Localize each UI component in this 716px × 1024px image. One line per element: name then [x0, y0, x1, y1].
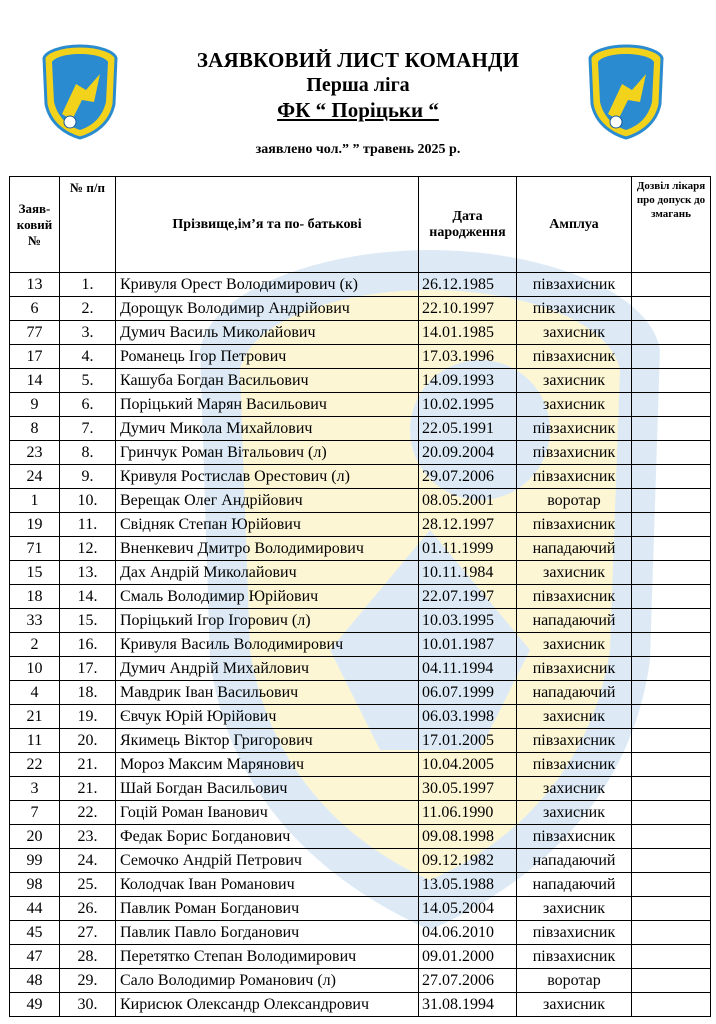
table-row — [10, 321, 711, 345]
table-row — [10, 825, 711, 849]
table-row — [10, 441, 711, 465]
cell-seq: 22. — [60, 801, 116, 825]
cell-name: Романець Ігор Петрович — [116, 345, 419, 369]
cell-role: нападаючий — [517, 873, 632, 897]
cell-name: Кашуба Богдан Васильович — [116, 369, 419, 393]
cell-doctor — [632, 321, 711, 345]
cell-name: Семочко Андрій Петрович — [116, 849, 419, 873]
cell-doctor — [632, 633, 711, 657]
cell-role: воротар — [517, 969, 632, 993]
cell-name: Свідняк Степан Юрійович — [116, 513, 419, 537]
cell-doctor — [632, 825, 711, 849]
cell-app-no: 22 — [10, 753, 60, 777]
cell-doctor — [632, 729, 711, 753]
cell-name: Мороз Максим Марянович — [116, 753, 419, 777]
cell-app-no: 15 — [10, 561, 60, 585]
cell-seq: 21. — [60, 753, 116, 777]
cell-app-no: 9 — [10, 393, 60, 417]
cell-app-no: 24 — [10, 465, 60, 489]
cell-doctor — [632, 345, 711, 369]
cell-name: Павлик Роман Богданович — [116, 897, 419, 921]
table-row — [10, 849, 711, 873]
cell-role: півзахисник — [517, 753, 632, 777]
cell-role: нападаючий — [517, 537, 632, 561]
cell-dob: 01.11.1999 — [419, 537, 517, 561]
cell-role: захисник — [517, 369, 632, 393]
table-row — [10, 777, 711, 801]
table-row — [10, 585, 711, 609]
cell-dob: 08.05.2001 — [419, 489, 517, 513]
cell-seq: 2. — [60, 297, 116, 321]
cell-app-no: 49 — [10, 993, 60, 1017]
cell-doctor — [632, 849, 711, 873]
cell-role: захисник — [517, 561, 632, 585]
cell-dob: 06.07.1999 — [419, 681, 517, 705]
cell-dob: 17.01.2005 — [419, 729, 517, 753]
cell-dob: 30.05.1997 — [419, 777, 517, 801]
cell-dob: 09.01.2000 — [419, 945, 517, 969]
cell-doctor — [632, 969, 711, 993]
cell-dob: 14.05.2004 — [419, 897, 517, 921]
cell-name: Смаль Володимир Юрійович — [116, 585, 419, 609]
cell-doctor — [632, 873, 711, 897]
cell-dob: 10.11.1984 — [419, 561, 517, 585]
cell-doctor — [632, 393, 711, 417]
cell-app-no: 77 — [10, 321, 60, 345]
cell-doctor — [632, 777, 711, 801]
declared-line: заявлено чол.” ” травень 2025 р. — [255, 142, 461, 157]
cell-name: Колодчак Іван Романович — [116, 873, 419, 897]
table-row — [10, 297, 711, 321]
cell-doctor — [632, 753, 711, 777]
cell-name: Якимець Віктор Григорович — [116, 729, 419, 753]
table-row — [10, 537, 711, 561]
table-header-row — [10, 177, 711, 273]
cell-app-no: 11 — [10, 729, 60, 753]
cell-doctor — [632, 993, 711, 1017]
cell-dob: 14.09.1993 — [419, 369, 517, 393]
header-name: Прізвище,ім’я та по- батькові — [116, 177, 419, 273]
cell-role: півзахисник — [517, 825, 632, 849]
cell-name: Дах Андрій Миколайович — [116, 561, 419, 585]
cell-name: Гоцій Роман Іванович — [116, 801, 419, 825]
cell-seq: 12. — [60, 537, 116, 561]
cell-role: півзахисник — [517, 513, 632, 537]
cell-seq: 14. — [60, 585, 116, 609]
table-row — [10, 753, 711, 777]
cell-name: Мавдрик Іван Васильович — [116, 681, 419, 705]
cell-doctor — [632, 489, 711, 513]
cell-seq: 18. — [60, 681, 116, 705]
cell-name: Гринчук Роман Вітальович (л) — [116, 441, 419, 465]
table-row — [10, 801, 711, 825]
cell-dob: 31.08.1994 — [419, 993, 517, 1017]
cell-doctor — [632, 921, 711, 945]
cell-app-no: 3 — [10, 777, 60, 801]
table-row — [10, 561, 711, 585]
cell-name: Кривуля Василь Володимирович — [116, 633, 419, 657]
cell-role: півзахисник — [517, 441, 632, 465]
cell-dob: 10.03.1995 — [419, 609, 517, 633]
document-title: ЗАЯВКОВИЙ ЛИСТ КОМАНДИ — [196, 48, 520, 72]
cell-name: Павлик Павло Богданович — [116, 921, 419, 945]
cell-role: півзахисник — [517, 921, 632, 945]
cell-app-no: 71 — [10, 537, 60, 561]
cell-name: Дорощук Володимир Андрійович — [116, 297, 419, 321]
cell-app-no: 7 — [10, 801, 60, 825]
cell-app-no: 44 — [10, 897, 60, 921]
league-name: Перша ліга — [306, 74, 410, 96]
cell-seq: 16. — [60, 633, 116, 657]
cell-role: півзахисник — [517, 297, 632, 321]
cell-seq: 19. — [60, 705, 116, 729]
cell-role: захисник — [517, 633, 632, 657]
cell-app-no: 14 — [10, 369, 60, 393]
cell-dob: 26.12.1985 — [419, 273, 517, 297]
cell-role: півзахисник — [517, 585, 632, 609]
cell-role: захисник — [517, 777, 632, 801]
cell-seq: 27. — [60, 921, 116, 945]
table-row — [10, 993, 711, 1017]
cell-app-no: 2 — [10, 633, 60, 657]
cell-app-no: 4 — [10, 681, 60, 705]
cell-doctor — [632, 369, 711, 393]
cell-dob: 09.12.1982 — [419, 849, 517, 873]
cell-seq: 4. — [60, 345, 116, 369]
cell-role: нападаючий — [517, 609, 632, 633]
cell-doctor — [632, 657, 711, 681]
table-row — [10, 681, 711, 705]
cell-seq: 25. — [60, 873, 116, 897]
cell-doctor — [632, 585, 711, 609]
table-row — [10, 633, 711, 657]
cell-doctor — [632, 537, 711, 561]
cell-seq: 21. — [60, 777, 116, 801]
table-row — [10, 921, 711, 945]
cell-role: захисник — [517, 993, 632, 1017]
table-row — [10, 705, 711, 729]
cell-seq: 7. — [60, 417, 116, 441]
table-row — [10, 729, 711, 753]
cell-dob: 11.06.1990 — [419, 801, 517, 825]
cell-seq: 24. — [60, 849, 116, 873]
table-row — [10, 513, 711, 537]
cell-doctor — [632, 273, 711, 297]
cell-seq: 20. — [60, 729, 116, 753]
cell-dob: 29.07.2006 — [419, 465, 517, 489]
table-row — [10, 609, 711, 633]
cell-dob: 10.04.2005 — [419, 753, 517, 777]
cell-seq: 29. — [60, 969, 116, 993]
cell-role: нападаючий — [517, 849, 632, 873]
cell-app-no: 99 — [10, 849, 60, 873]
table-row — [10, 273, 711, 297]
cell-dob: 13.05.1988 — [419, 873, 517, 897]
cell-doctor — [632, 609, 711, 633]
table-row — [10, 657, 711, 681]
header-seq: № п/п — [60, 177, 116, 273]
cell-dob: 09.08.1998 — [419, 825, 517, 849]
cell-app-no: 1 — [10, 489, 60, 513]
cell-role: нападаючий — [517, 681, 632, 705]
table-row — [10, 465, 711, 489]
cell-app-no: 19 — [10, 513, 60, 537]
table-row — [10, 897, 711, 921]
cell-name: Поріцький Ігор Ігорович (л) — [116, 609, 419, 633]
cell-seq: 6. — [60, 393, 116, 417]
cell-seq: 9. — [60, 465, 116, 489]
cell-app-no: 17 — [10, 345, 60, 369]
table-row — [10, 369, 711, 393]
cell-seq: 15. — [60, 609, 116, 633]
cell-dob: 14.01.1985 — [419, 321, 517, 345]
cell-app-no: 10 — [10, 657, 60, 681]
cell-name: Сало Володимир Романович (л) — [116, 969, 419, 993]
cell-name: Верещак Олег Андрійович — [116, 489, 419, 513]
table-row — [10, 393, 711, 417]
header-dob: Дата народження — [419, 177, 517, 273]
cell-name: Федак Борис Богданович — [116, 825, 419, 849]
cell-dob: 22.10.1997 — [419, 297, 517, 321]
cell-app-no: 6 — [10, 297, 60, 321]
cell-role: півзахисник — [517, 657, 632, 681]
cell-seq: 30. — [60, 993, 116, 1017]
cell-app-no: 47 — [10, 945, 60, 969]
cell-name: Думич Андрій Михайлович — [116, 657, 419, 681]
cell-app-no: 48 — [10, 969, 60, 993]
club-name: ФК “ Поріцьки “ — [277, 98, 439, 122]
cell-app-no: 13 — [10, 273, 60, 297]
cell-seq: 8. — [60, 441, 116, 465]
cell-app-no: 20 — [10, 825, 60, 849]
cell-role: захисник — [517, 321, 632, 345]
cell-seq: 11. — [60, 513, 116, 537]
cell-name: Кривуля Орест Володимирович (к) — [116, 273, 419, 297]
cell-name: Євчук Юрій Юрійович — [116, 705, 419, 729]
cell-app-no: 33 — [10, 609, 60, 633]
cell-role: захисник — [517, 705, 632, 729]
cell-role: півзахисник — [517, 729, 632, 753]
header-app-no: Заяв-ковий № — [10, 177, 60, 273]
cell-seq: 26. — [60, 897, 116, 921]
cell-role: захисник — [517, 897, 632, 921]
cell-seq: 13. — [60, 561, 116, 585]
cell-dob: 10.02.1995 — [419, 393, 517, 417]
cell-doctor — [632, 561, 711, 585]
header-role: Амплуа — [517, 177, 632, 273]
cell-dob: 22.07.1997 — [419, 585, 517, 609]
cell-app-no: 98 — [10, 873, 60, 897]
cell-role: півзахисник — [517, 465, 632, 489]
cell-doctor — [632, 705, 711, 729]
cell-doctor — [632, 681, 711, 705]
table-row — [10, 945, 711, 969]
cell-name: Перетятко Степан Володимирович — [116, 945, 419, 969]
cell-doctor — [632, 297, 711, 321]
cell-role: півзахисник — [517, 945, 632, 969]
cell-app-no: 8 — [10, 417, 60, 441]
cell-doctor — [632, 513, 711, 537]
cell-seq: 23. — [60, 825, 116, 849]
cell-name: Шай Богдан Васильович — [116, 777, 419, 801]
table-row — [10, 417, 711, 441]
cell-dob: 04.06.2010 — [419, 921, 517, 945]
cell-seq: 28. — [60, 945, 116, 969]
cell-app-no: 21 — [10, 705, 60, 729]
cell-doctor — [632, 417, 711, 441]
table-row — [10, 969, 711, 993]
cell-dob: 22.05.1991 — [419, 417, 517, 441]
cell-role: півзахисник — [517, 273, 632, 297]
cell-seq: 17. — [60, 657, 116, 681]
cell-seq: 3. — [60, 321, 116, 345]
cell-name: Думич Василь Миколайович — [116, 321, 419, 345]
cell-app-no: 18 — [10, 585, 60, 609]
cell-seq: 5. — [60, 369, 116, 393]
cell-app-no: 45 — [10, 921, 60, 945]
cell-role: захисник — [517, 801, 632, 825]
cell-dob: 27.07.2006 — [419, 969, 517, 993]
cell-name: Кривуля Ростислав Орестович (л) — [116, 465, 419, 489]
table-row — [10, 873, 711, 897]
cell-dob: 17.03.1996 — [419, 345, 517, 369]
roster-table — [9, 176, 711, 1017]
cell-dob: 10.01.1987 — [419, 633, 517, 657]
cell-dob: 06.03.1998 — [419, 705, 517, 729]
cell-role: півзахисник — [517, 345, 632, 369]
cell-role: захисник — [517, 393, 632, 417]
cell-dob: 04.11.1994 — [419, 657, 517, 681]
cell-seq: 10. — [60, 489, 116, 513]
cell-name: Вненкевич Дмитро Володимирович — [116, 537, 419, 561]
header-doctor: Дозвіл лікаря про допуск до змагань — [632, 177, 711, 273]
table-row — [10, 489, 711, 513]
cell-name: Думич Микола Михайлович — [116, 417, 419, 441]
cell-doctor — [632, 441, 711, 465]
cell-dob: 28.12.1997 — [419, 513, 517, 537]
cell-doctor — [632, 945, 711, 969]
cell-doctor — [632, 801, 711, 825]
cell-name: Кирисюк Олександр Олександрович — [116, 993, 419, 1017]
cell-doctor — [632, 465, 711, 489]
cell-dob: 20.09.2004 — [419, 441, 517, 465]
cell-doctor — [632, 897, 711, 921]
cell-app-no: 23 — [10, 441, 60, 465]
cell-role: воротар — [517, 489, 632, 513]
table-row — [10, 345, 711, 369]
cell-name: Поріцький Марян Васильович — [116, 393, 419, 417]
cell-seq: 1. — [60, 273, 116, 297]
cell-role: півзахисник — [517, 417, 632, 441]
